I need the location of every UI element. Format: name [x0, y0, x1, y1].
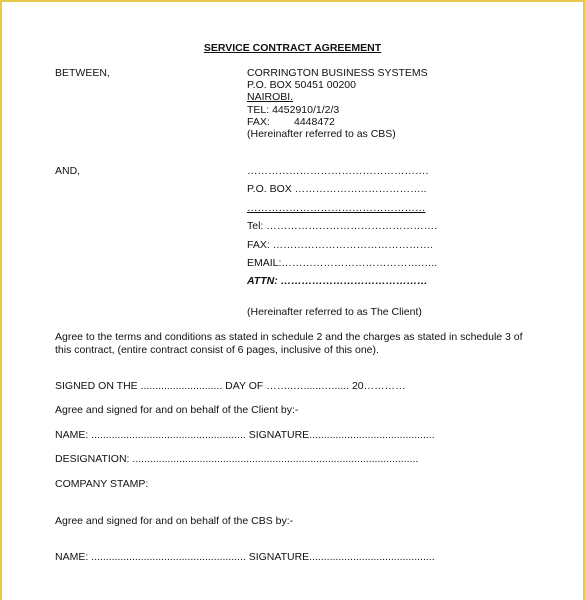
company-stamp-label: COMPANY STAMP: — [55, 478, 149, 490]
cbs-po-box: P.O. BOX 50451 00200 — [247, 79, 356, 91]
client-name-signature-line: NAME: ..................................................... SIGNATURE........................................... — [55, 429, 435, 441]
cbs-fax-label: FAX: — [247, 116, 270, 128]
cbs-behalf-text: Agree and signed for and on behalf of the CBS by:- — [55, 515, 294, 527]
cbs-company-name: CORRINGTON BUSINESS SYSTEMS — [247, 67, 428, 79]
client-behalf-text: Agree and signed for and on behalf of the Client by:- — [55, 404, 299, 416]
signed-on-line: SIGNED ON THE ............................ DAY OF ……..…......…...... 20………… — [55, 380, 406, 392]
client-fax: FAX: ………………………………………. — [247, 239, 434, 251]
cbs-referred: (Hereinafter referred to as CBS) — [247, 128, 396, 140]
document-title: SERVICE CONTRACT AGREEMENT — [203, 42, 382, 54]
client-line-3: …………………………………………… — [247, 202, 426, 214]
cbs-city: NAIROBI. — [247, 91, 294, 103]
between-label: BETWEEN, — [55, 67, 110, 79]
client-attn: ATTN: …………………………………… — [247, 275, 428, 287]
cbs-tel: TEL: 4452910/1/2/3 — [247, 104, 340, 116]
and-label: AND, — [55, 165, 81, 177]
cbs-name-signature-line: NAME: ..................................................... SIGNATURE........................................... — [55, 551, 435, 563]
client-referred: (Hereinafter referred to as The Client) — [247, 306, 422, 318]
client-po-box: P.O. BOX ……………………………….. — [247, 183, 427, 195]
client-email: EMAIL:………………………………….….. — [247, 257, 438, 269]
designation-line: DESIGNATION: .................................................................................................. — [55, 453, 419, 465]
cbs-fax-value: 4448472 — [294, 116, 335, 128]
client-line-1: ……………………………………………. — [247, 165, 429, 177]
terms-paragraph: Agree to the terms and conditions as stated in schedule 2 and the charges as stated in schedule 3 of this contract, (entire contract consist of 6 pages, inclusive of this one). — [55, 331, 523, 356]
client-tel: Tel: …………………………………………. — [247, 220, 438, 232]
